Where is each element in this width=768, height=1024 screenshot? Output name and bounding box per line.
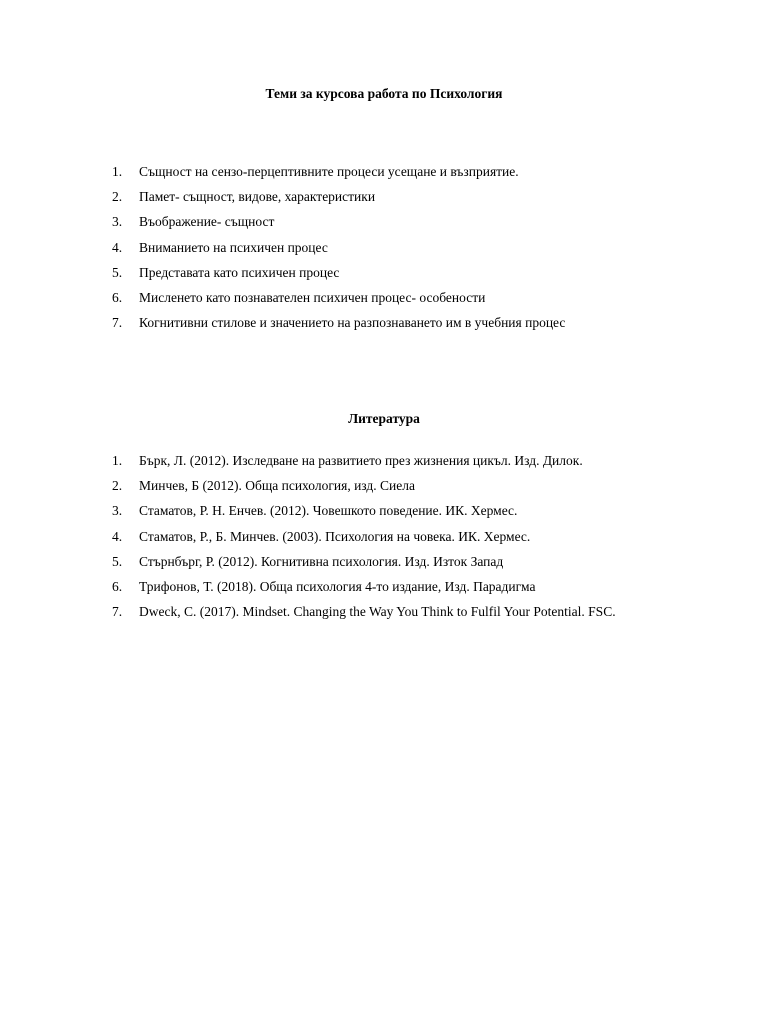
item-text: Бърк, Л. (2012). Изследване на развитието през жизнения цикъл. Изд. Дилок. bbox=[139, 453, 583, 468]
item-number: 2. bbox=[112, 189, 123, 205]
item-text: Представата като психичен процес bbox=[139, 264, 340, 280]
list-item bbox=[112, 184, 674, 209]
item-text: Dweck, C. (2017). Mindset. Changing the Way You Think to Fulfil Your Potential. FSC. bbox=[139, 604, 616, 620]
list-item bbox=[112, 473, 674, 498]
item-number: 6. bbox=[112, 578, 123, 594]
item-text: Вниманието на психичен процес bbox=[139, 239, 328, 255]
topics-list bbox=[112, 159, 674, 335]
list-item bbox=[112, 524, 674, 549]
item-text: Памет- същност, видове, характеристики bbox=[139, 189, 376, 205]
literature-title: Литература bbox=[348, 411, 420, 426]
list-item bbox=[112, 285, 674, 310]
list-item bbox=[112, 159, 674, 184]
item-number: 6. bbox=[112, 289, 123, 305]
list-item bbox=[112, 448, 674, 473]
item-number: 5. bbox=[112, 553, 123, 569]
item-number: 7. bbox=[112, 315, 123, 331]
list-item bbox=[112, 574, 674, 599]
item-number: 1. bbox=[112, 453, 123, 468]
item-number: 4. bbox=[112, 528, 123, 544]
item-number: 1. bbox=[112, 164, 123, 179]
list-item bbox=[112, 235, 674, 260]
item-number: 2. bbox=[112, 478, 123, 494]
literature-list bbox=[112, 448, 674, 624]
list-item bbox=[112, 209, 674, 234]
item-number: 5. bbox=[112, 264, 123, 280]
item-number: 3. bbox=[112, 503, 123, 519]
item-text: Въображение- същност bbox=[139, 214, 275, 230]
item-number: 7. bbox=[112, 604, 123, 620]
list-item bbox=[112, 599, 674, 624]
item-number: 3. bbox=[112, 214, 123, 230]
item-text: Минчев, Б (2012). Обща психология, изд. Сиела bbox=[139, 478, 415, 494]
topics-title: Теми за курсова работа по Психология bbox=[265, 86, 503, 101]
item-number: 4. bbox=[112, 239, 123, 255]
item-text: Стаматов, Р., Б. Минчев. (2003). Психология на човека. ИК. Хермес. bbox=[139, 528, 531, 544]
item-text: Стаматов, Р. Н. Енчев. (2012). Човешкото поведение. ИК. Хермес. bbox=[139, 503, 518, 519]
item-text: Трифонов, Т. (2018). Обща психология 4-то издание, Изд. Парадигма bbox=[139, 578, 536, 594]
item-text: Същност на сензо-перцептивните процеси усещане и възприятие. bbox=[139, 164, 519, 179]
item-text: Стърнбърг, Р. (2012). Когнитивна психология. Изд. Изток Запад bbox=[139, 553, 504, 569]
list-item bbox=[112, 549, 674, 574]
list-item bbox=[112, 498, 674, 523]
item-text: Когнитивни стилове и значението на разпознаването им в учебния процес bbox=[139, 315, 566, 331]
list-item bbox=[112, 310, 674, 335]
list-item bbox=[112, 260, 674, 285]
item-text: Мисленето като познавателен психичен процес- особености bbox=[139, 289, 486, 305]
